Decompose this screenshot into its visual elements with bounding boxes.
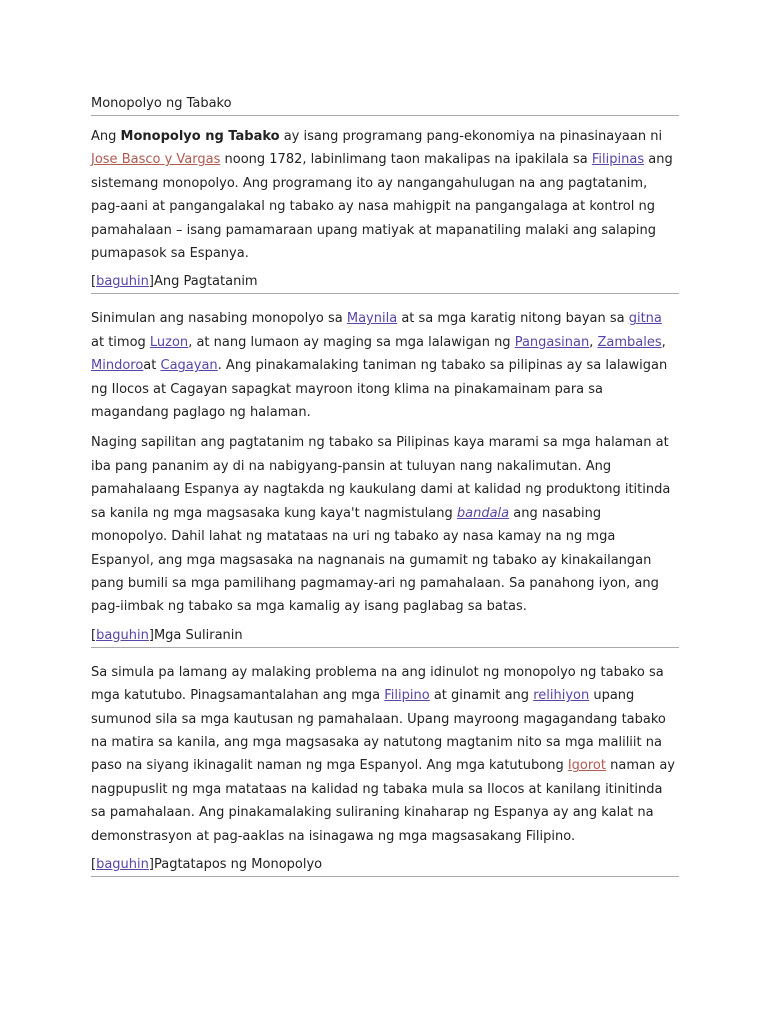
intro-text-1: Ang [91,129,121,144]
pagtatanim-paragraph-2: Naging sapilitan ang pagtatanim ng tabako sa Pilipinas kaya marami sa mga halaman at iba pang pananim ay di na nabigyang-pansin at tuluyan nang nakalimutan. Ang pamahalaang Espanya ay nagtakda ng kaukulang dami at kalidad ng produktong ititinda sa kanila ng mga magsasaka kung kaya't nagmistulang bandala ang nasabing monopolyo. Dahil lahat ng matataas na uri ng tabako ay nasa kamay na ng mga Espanyol, ang mga magsasaka na nagnanais na gumamit ng tabako ay kinakailangan pang bumili sa mga pamilihang pagmamay-ari ng pamahalaan. Sa panahong iyon, ang pag-iimbak ng tabako sa mga kamalig ay isang paglabag sa batas. [91,435,671,615]
link-bandala[interactable]: bandala [456,505,510,521]
link-maynila[interactable]: Maynila [346,311,398,327]
link-zambales[interactable]: Zambales [597,334,662,350]
link-relihiyon[interactable]: relihiyon [533,688,590,704]
article-content [91,94,679,877]
intro-text-4: ang sistemang monopolyo. Ang programang ito ay nangangahulugan na ang pagtatanim, pag-aani at pangangalakal ng tabako ay nasa mahigpit na pangangalaga at kontrol ng pamahalaan – isang pamamaraan upang matiyak at mapanatiling malaki ang salaping pumapasok sa Espanya. [91,152,673,262]
intro-text-2: ay isang programang pang-ekonomiya na pinasinayaan ni [279,129,663,144]
link-gitna[interactable]: gitna [628,311,662,327]
link-igorot[interactable]: Igorot [567,758,606,774]
link-luzon[interactable]: Luzon [149,334,189,350]
section-title-pagtatanim: Ang Pagtatanim [153,274,258,290]
link-filipino[interactable]: Filipino [384,688,430,704]
link-jose-basco[interactable]: Jose Basco y Vargas [91,152,221,168]
link-cagayan[interactable]: Cagayan [160,358,218,374]
intro-bold-term: Monopolyo ng Tabako [120,129,280,144]
page-title: Monopolyo ng Tabako [91,94,679,116]
edit-link-pagtatanim[interactable]: baguhin [96,274,149,290]
edit-link-pagtatapos[interactable]: baguhin [96,856,149,872]
link-filipinas[interactable]: Filipinas [591,152,645,168]
section-title-pagtatapos: Pagtatapos ng Monopolyo [153,856,323,872]
link-pangasinan[interactable]: Pangasinan [514,334,590,350]
suliranin-paragraph-1: Sa simula pa lamang ay malaking problema na ang idinulot ng monopolyo ng tabako sa mga katutubo. Pinagsamantalahan ang mga Filipino at ginamit ang relihiyon upang sumunod sila sa mga kautusan ng pamahalaan. Upang mayroong magagandang tabako na matira sa kanila, ang mga magsasaka ay natutong magtanim nito sa mga maliliit na paso na siyang ikinagalit naman ng mga Espanyol. Ang mga katutubong Igorot naman ay nagpupuslit ng mga matataas na kalidad ng tabaka mula sa Ilocos at kanilang itinitinda sa pamahalaan. Ang pinakamalaking suliraning kinaharap ng Espanya ay ang kalat na demonstrasyon at pag-aaklas na isinagawa ng mga magsasakang Filipino. [91,664,675,844]
section-heading-pagtatanim: [baguhin]Ang Pagtatanim [91,272,679,294]
pagtatanim-paragraph-1: Sinimulan ang nasabing monopolyo sa Maynila at sa mga karatig nitong bayan sa gitna at timog Luzon, at nang lumaon ay maging sa mga lalawigan ng Pangasinan, Zambales, Mindoroat Cagayan. Ang pinakamalaking taniman ng tabako sa pilipinas ay sa lalawigan ng Ilocos at Cagayan sapagkat mayroon itong klima na pinakamainam para sa magandang paglago ng halaman. [91,311,668,421]
section-heading-suliranin: [baguhin]Mga Suliranin [91,626,679,648]
section-heading-pagtatapos: [baguhin]Pagtatapos ng Monopolyo [91,855,679,877]
section-title-suliranin: Mga Suliranin [153,627,243,643]
link-mindoro[interactable]: Mindoro [91,358,144,374]
edit-link-suliranin[interactable]: baguhin [96,627,149,643]
intro-text-3: noong 1782, labinlimang taon makalipas na ipakilala sa [220,152,592,168]
intro-paragraph [91,125,679,265]
